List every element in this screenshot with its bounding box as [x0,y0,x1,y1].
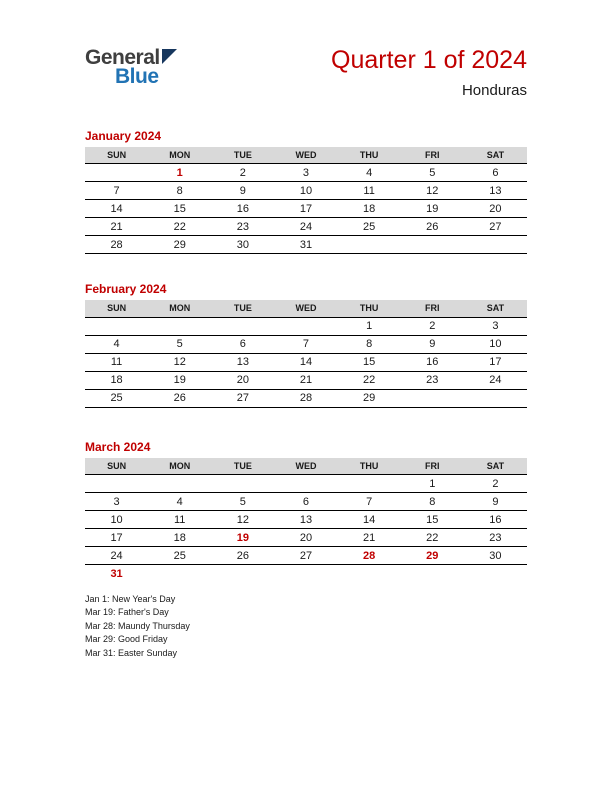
empty-day-cell [148,475,211,493]
day-cell: 19 [148,371,211,389]
holiday-note: Mar 28: Maundy Thursday [85,620,190,631]
day-cell: 31 [110,567,123,580]
page-title: Quarter 1 of 2024 [331,46,527,74]
day-cell: 18 [85,371,148,389]
day-cell: 25 [338,218,401,236]
weekday-header: FRI [401,458,464,475]
empty-day-cell [211,565,274,583]
day-cell: 17 [85,529,148,547]
empty-day-cell [274,317,337,335]
general-blue-logo [85,47,177,87]
day-cell: 28 [85,236,148,254]
day-cell: 9 [401,335,464,353]
day-cell: 18 [338,200,401,218]
weekday-header: WED [274,458,337,475]
logo-text-general: General [85,46,160,69]
empty-day-cell [338,565,401,583]
day-cell: 23 [401,371,464,389]
week-row [85,218,527,236]
day-cell: 23 [211,218,274,236]
day-cell: 26 [401,218,464,236]
day-cell: 27 [464,218,527,236]
day-cell: 28 [274,389,337,407]
day-cell: 17 [464,353,527,371]
empty-day-cell [211,317,274,335]
week-row [85,353,527,371]
weekday-header: TUE [211,458,274,475]
day-cell: 14 [85,200,148,218]
day-cell: 1 [148,164,211,182]
calendar-table [85,458,527,583]
month-section-january [85,129,527,255]
day-cell: 22 [338,371,401,389]
week-row [85,389,527,407]
day-cell: 2 [401,317,464,335]
day-cell: 8 [148,182,211,200]
empty-day-cell [401,565,464,583]
day-cell: 6 [274,493,337,511]
week-row [85,529,527,547]
day-cell: 19 [211,529,274,547]
empty-day-cell [274,475,337,493]
day-cell: 27 [274,547,337,565]
day-cell: 16 [401,353,464,371]
holiday-note: Mar 19: Father's Day [85,607,169,617]
day-cell: 24 [85,547,148,565]
day-cell: 15 [401,511,464,529]
week-row [85,335,527,353]
day-cell: 5 [401,164,464,182]
weekday-header: SAT [464,300,527,317]
day-cell: 20 [211,371,274,389]
day-cell: 11 [148,511,211,529]
day-cell: 2 [464,475,527,493]
day-cell: 14 [274,353,337,371]
weekday-header-row [85,300,527,317]
weekday-header: SUN [85,458,148,475]
month-section-february [85,282,527,408]
calendar-table [85,147,527,255]
day-cell: 9 [464,493,527,511]
holiday-note: Mar 31: Easter Sunday [85,647,178,658]
weekday-header: THU [338,300,401,317]
day-cell: 28 [338,547,401,565]
empty-day-cell [338,475,401,493]
day-cell: 12 [401,182,464,200]
day-cell: 12 [148,353,211,371]
day-cell: 5 [211,493,274,511]
day-cell: 13 [464,182,527,200]
day-cell: 30 [464,547,527,565]
empty-day-cell [464,565,527,583]
weekday-header: THU [338,458,401,475]
week-row [85,236,527,254]
empty-day-cell [401,236,464,254]
holiday-note: Mar 29: Good Friday [85,634,168,644]
week-row [85,164,527,182]
month-title: March 2024 [85,439,151,454]
day-cell: 7 [85,182,148,200]
day-cell: 29 [148,236,211,254]
week-row [85,511,527,529]
week-row [85,200,527,218]
day-cell: 7 [274,335,337,353]
weekday-header: THU [338,147,401,164]
day-cell: 13 [274,511,337,529]
empty-day-cell [85,475,148,493]
empty-day-cell [148,565,211,583]
logo-text-blue: Blue [115,65,159,88]
week-row [85,182,527,200]
day-cell: 1 [401,475,464,493]
day-cell: 22 [148,218,211,236]
day-cell: 3 [464,317,527,335]
day-cell: 25 [85,389,148,407]
day-cell: 8 [338,335,401,353]
weekday-header: MON [148,147,211,164]
day-cell: 11 [338,182,401,200]
week-row [85,475,527,493]
day-cell: 4 [338,164,401,182]
title-block [331,47,527,99]
week-row [85,547,527,565]
day-cell: 6 [464,164,527,182]
day-cell: 10 [274,182,337,200]
day-cell: 20 [274,529,337,547]
day-cell: 4 [148,493,211,511]
day-cell: 1 [338,317,401,335]
day-cell: 19 [401,200,464,218]
day-cell: 15 [338,353,401,371]
holiday-note: Jan 1: New Year's Day [85,593,176,604]
week-row [85,371,527,389]
logo-triangle-icon [162,49,177,64]
day-cell: 17 [274,200,337,218]
day-cell: 13 [211,353,274,371]
weekday-header-row [85,458,527,475]
day-cell: 21 [85,218,148,236]
empty-day-cell [274,565,337,583]
day-cell: 2 [211,164,274,182]
holiday-notes [85,593,527,661]
weekday-header: FRI [401,147,464,164]
month-section-march [85,440,527,583]
day-cell: 10 [85,511,148,529]
day-cell: 3 [274,164,337,182]
empty-day-cell [85,317,148,335]
day-cell: 4 [85,335,148,353]
weekday-header: SAT [464,147,527,164]
day-cell: 23 [464,529,527,547]
day-cell: 18 [148,529,211,547]
empty-day-cell [338,236,401,254]
empty-day-cell [401,389,464,407]
day-cell: 7 [338,493,401,511]
day-cell: 29 [401,547,464,565]
empty-day-cell [211,475,274,493]
day-cell: 22 [401,529,464,547]
weekday-header: WED [274,147,337,164]
week-row [85,565,527,583]
weekday-header: FRI [401,300,464,317]
weekday-header: SUN [85,147,148,164]
day-cell: 8 [401,493,464,511]
day-cell: 12 [211,511,274,529]
day-cell: 10 [464,335,527,353]
week-row [85,493,527,511]
day-cell: 5 [148,335,211,353]
day-cell: 11 [85,353,148,371]
day-cell: 15 [148,200,211,218]
weekday-header: WED [274,300,337,317]
month-title: February 2024 [85,282,167,296]
day-cell: 16 [464,511,527,529]
weekday-header: SUN [85,300,148,317]
day-cell: 24 [274,218,337,236]
day-cell: 31 [274,236,337,254]
empty-day-cell [464,389,527,407]
month-title: January 2024 [85,128,162,143]
weekday-header: TUE [211,147,274,164]
weekday-header: TUE [211,300,274,317]
day-cell: 9 [211,182,274,200]
weekday-header: MON [148,300,211,317]
day-cell: 30 [211,236,274,254]
empty-day-cell [85,164,148,182]
day-cell: 21 [274,371,337,389]
day-cell: 26 [211,547,274,565]
day-cell: 16 [211,200,274,218]
day-cell: 24 [464,371,527,389]
empty-day-cell [464,236,527,254]
week-row [85,317,527,335]
weekday-header: SAT [464,458,527,475]
day-cell: 21 [338,529,401,547]
page-subtitle: Honduras [461,81,527,99]
weekday-header: MON [148,458,211,475]
day-cell: 14 [338,511,401,529]
page-header [85,47,527,99]
day-cell: 3 [85,493,148,511]
day-cell: 29 [338,389,401,407]
day-cell: 20 [464,200,527,218]
weekday-header-row [85,147,527,164]
calendar-table [85,300,527,408]
day-cell: 27 [211,389,274,407]
day-cell: 6 [211,335,274,353]
day-cell: 26 [148,389,211,407]
day-cell: 25 [148,547,211,565]
empty-day-cell [148,317,211,335]
